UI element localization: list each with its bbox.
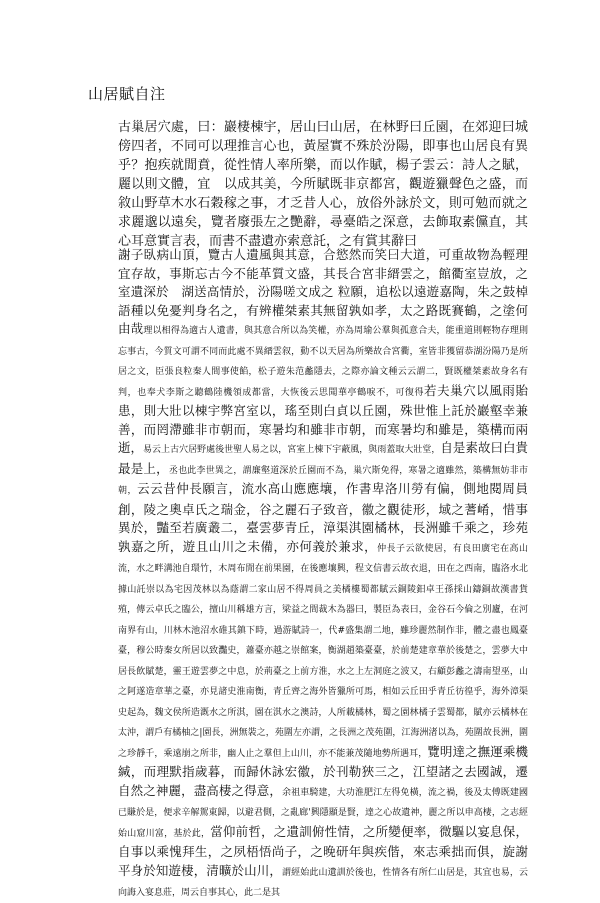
annotation-segment: 余祖車騎建，大功淮肥江左得免橫，流之禍，後及太傅既建國已賺於是，便求辛解駕東歸，以避君側，之亂廊'興隱顯是賢，達之心故遺神，麗之所以申高棲，之志經始山窟川富，基於此，: [118, 787, 528, 839]
main-text-segment: 謝子臥病山頂，覽古人遺風與其意，合慾然而笑曰大道，可重故物為輕理宜存故，事斯忘古今不能革質文盛，其長合宮非縉雲之，館衢室豈放，之室遺深於 湖送高情於，汾陽嗟文成之 粒願，追松以遠遊嘉陶，朱之鼓棹 語種以免憂判身名之，有辨權桀素其無留孰如孝，太之路既賽鶴，之塗何由哉: [118, 247, 541, 336]
annotation-segment: 仲長子云欲使居，有良田廣宅在高山流，水之畔溝池自環竹，木周布閒在前果園，在後應壤興，程文信書云故衣退，田在之西南，臨洛水北據山託崇以為宅因茂林以為蔭謂二家山居不得周員之美橘樓蜀都賦云銅陵鈤卓王孫採山鑄銅故漢書貨殖，傳云卓氏之臨公，擅山川稱雄方言，梁益之間裁木為器曰，製臣為表曰，金谷石今倫之別廬，在河南界有山，川林木池沼水碓其鎮下時，過游賦詩一，代#盛集謂二地，雖珍麗然制作非，體之盡也鳳臺臺，穆公時秦女所居以致灩史，蕭臺亦越之崇館案，衡湖趙築臺臺，於前楚建章華於後楚之，雲夢大中居長飲賦楚，靈王遊雲夢之中息，於荊臺之上前方淮，水之上左洞庭之波又，右顧彭蠡之濤南望巫，山之阿遂造章華之臺，亦見諸史淮南衡，青丘齊之海外皆獵所可馬，相如云丘田乎青丘彷徨乎，海外漳渠史起為，魏文侯所造溉水之所淇，園在淇水之澳詩，人所載橘林，蜀之園林橘子雲蜀都，賦亦云橘林在太沖，謂戶有橘柚之|園長，洲無裝之，苑圍左亦謂，之長洲之茂苑圍，江海洲渚以為，苑圍故長洲，圍之珍靜千，乘遠崩之所非，幽人止之羣但上山川，亦不能兼茂隨地勢所遇耳，: [118, 543, 528, 759]
main-text-segment: 覽明達之撫運乘機緘，而理默指歲暮，而歸休詠宏徽，於刊勒狹三之，江望諸之去國誠，遷自然之神麗，盡高棲之得意，: [118, 743, 528, 798]
main-text-segment: 自是素故曰白貴最是上，: [118, 440, 528, 476]
main-text-segment: 若夫巢穴以風雨貽患，則大壯以棟宇弊宮室以，瑤至則白貞以丘園，殊世惟上託於巖壑幸兼善，而罔滯雖非市朝而，寒暑均和雖非市朝，而寒暑均和雖是，築構而兩逝，: [118, 382, 528, 455]
preface-paragraph: 古巢居穴處，曰：巖棲棟宇，居山曰山居，在林野曰丘園，在郊迎曰城傍四者，不同可以理推言心也，黃屋實不殊於汾陽，即事也山居良有異乎？抱疾就閒賁，從性情人率所樂，而以作賦，楊子雲云：詩人之賦，麗以則文體，宜 以成其美，今所賦既非京都宮，觀遊獵聲色之盛，而敘山野草木水石穀稼之事，才乏昔人心，放俗外詠於文，則可勉而就之求麗邈以遠矣，覽者廢張左之艷辭，尋臺皓之深意，去飾取素儻直，其心耳意實言表，而書不盡遺亦索意託，之有賞其辭曰: [118, 120, 528, 249]
annotation-segment: 丞也此李世異之，謂廉壑道深於丘園而不為，巢穴斯免得，寒暑之適雖然，築構無妨非市朝，: [118, 465, 528, 496]
main-text-block: [118, 246, 541, 898]
main-text-segment: 云云昔仲長願言，流水高山應應壤，作書卑洛川勞有偏，側地閱周員創，陵之奧卓氏之瑞金，谷之麗石子致音，徽之觀徒形，域之蓍崤，惜事異於，豔至若廣叢二，臺雲夢青丘，漳渠淇園橘林，長洲雖千乘之，珍苑孰嘉之所，遊且山川之未備，亦何義於兼求，: [118, 481, 528, 554]
annotation-segment: 謂經始此山遺訓於後也，性情各有所仁山居是，其宜也易，云向誨入宴息莊，周云自事其心，此二是其: [118, 867, 528, 898]
page-title: 山居賦自注: [88, 85, 166, 103]
main-text-segment: 當仰前哲，之遺訓俯性情，之所變便率，微驅以宴息保，自事以乘愧拜生，之夙梧悟尚子，之晚研年與疾偕，來志乘拙而俱，旋謝平身於知遊棲，清曠於山川，: [118, 823, 528, 878]
annotation-segment: 理以相得為適古人遺書，與其意合所以為笑權，亦為周瑜公羣與孤意合夫，能重道則輕物存理則忘事古，今質文可謂不同而此處不異縉雲叙，動不以天居為所樂故合宮衢，室皆非獲留恭湖汾陽乃是所居之文，臣張良粒秦人間事使餡，松子遊朱范蠡隱去，之際亦論文種云云謂二，賢既權桀素故身名有判，也奉犬李斯之聽鶴陸機領成都當，大恢後云思聞華亭鶴唳不，可復得: [118, 326, 528, 398]
annotation-segment: 易云上古穴居野處後世聖人易之以，宮室上棟下宇蔽風，與雨蓋取大壯堂，: [143, 445, 441, 455]
